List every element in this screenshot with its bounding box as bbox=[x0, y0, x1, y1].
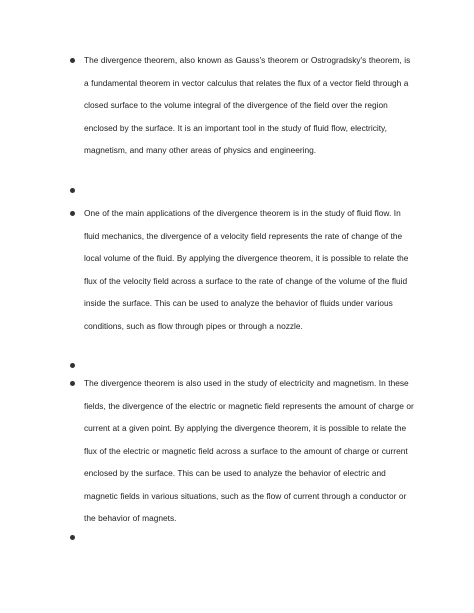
bullet-point-icon bbox=[70, 211, 75, 216]
bullet-text: One of the main applications of the divergence theorem is in the study of fluid flow. In fluid mechanics, the divergence of a velocity field represents the rate of change of the local volume of the fluid. By applying the divergence theorem, it is possible to relate the flux of the velocity field across a surface to the rate of change of the volume of the fluid inside the surface. This can be used to analyze the behavior of fluids under various conditions, such as flow through pipes or through a nozzle. bbox=[84, 208, 409, 331]
bullet-point-icon bbox=[70, 58, 75, 63]
bullet-point-icon bbox=[70, 363, 75, 368]
bullet-point-icon bbox=[70, 188, 75, 193]
bullet-point-icon bbox=[70, 381, 75, 386]
bullet-text: The divergence theorem, also known as Gauss's theorem or Ostrogradsky's theorem, is a fundamental theorem in vector calculus that relates the flux of a vector field through a closed surface to the volume integral of the divergence of the field over the region enclosed by the surface. It is an important tool in the study of fluid flow, electricity, magnetism, and many other areas of physics and engineering. bbox=[84, 55, 411, 155]
bullet-point-icon bbox=[70, 535, 75, 540]
bullet-text: The divergence theorem is also used in the study of electricity and magnetism. In these fields, the divergence of the electric or magnetic field represents the amount of charge or current at a given point. By applying the divergence theorem, it is possible to relate the flux of the electric or magnetic field across a surface to the amount of charge or current enclosed by the surface. This can be used to analyze the behavior of electric and magnetic fields in various situations, such as the flow of current through a conductor or the behavior of magnets. bbox=[84, 378, 414, 523]
